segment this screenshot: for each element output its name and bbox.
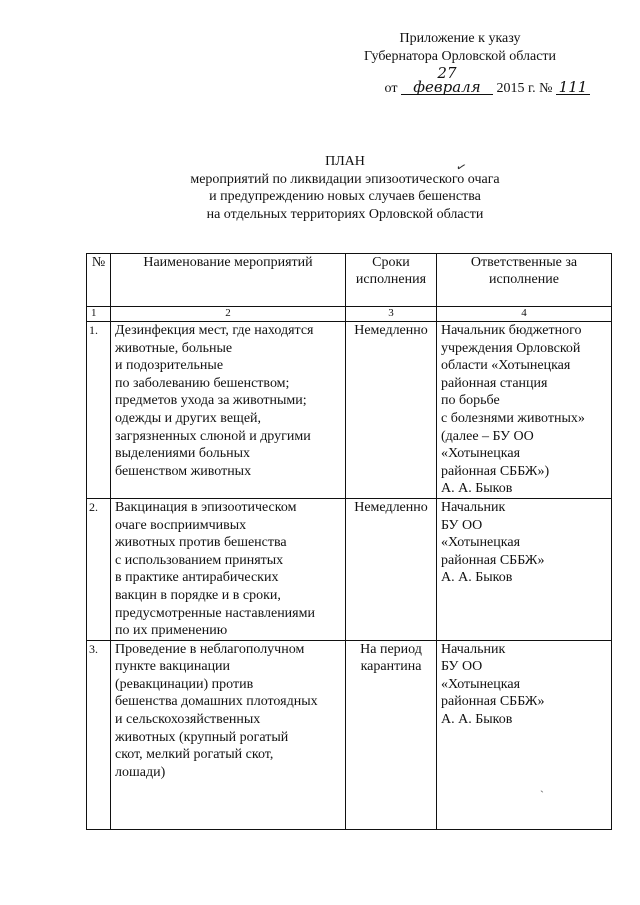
document-title bbox=[120, 153, 570, 223]
appendix-line-2: Губернатора Орловской области bbox=[363, 49, 557, 64]
table-header-row bbox=[87, 254, 612, 307]
handwritten-number: 111 bbox=[556, 80, 590, 95]
column-number: 2 bbox=[111, 307, 346, 322]
title-line-1: мероприятий по ликвидации эпизоотического очага bbox=[190, 171, 500, 187]
handwritten-date: 27 февраля bbox=[401, 66, 493, 95]
row-responsible: Начальник бюджетного учреждения Орловской области «Хотынецкая районная станция по борьбе с болезнями животных» (далее – БУ ОО «Хотынецкая районная СББЖ») А. А. Быков bbox=[437, 322, 612, 499]
appendix-year: 2015 г. № bbox=[496, 81, 553, 96]
row-number: 3. bbox=[87, 640, 111, 829]
table-row bbox=[87, 322, 612, 499]
appendix-prefix: от bbox=[384, 81, 398, 96]
appendix-line-1: Приложение к указу bbox=[399, 31, 521, 46]
row-action: Проведение в неблагополучном пункте вакцинации (ревакцинации) против бешенства домашних плотоядных и сельскохозяйственных животных (крупный рогатый скот, мелкий рогатый скот, лошади) bbox=[111, 640, 346, 829]
column-number: 1 bbox=[87, 307, 111, 322]
row-number: 2. bbox=[87, 498, 111, 640]
column-number: 3 bbox=[346, 307, 437, 322]
row-responsible: Начальник БУ ОО «Хотынецкая районная СББЖ» А. А. Быков bbox=[437, 498, 612, 640]
header-num: № bbox=[87, 254, 111, 307]
column-number-row bbox=[87, 307, 612, 322]
stray-mark: ` bbox=[540, 788, 544, 802]
title-line-2: и предупреждению новых случаев бешенства bbox=[209, 189, 481, 204]
row-action: Вакцинация в эпизоотическом очаге восприимчивых животных против бешенства с использованием принятых в практике антирабических вакцин в порядке и в сроки, предусмотренные наставлениями по их применению bbox=[111, 498, 346, 640]
header-responsible: Ответственные за исполнение bbox=[437, 254, 612, 307]
row-term: На период карантина bbox=[346, 640, 437, 829]
appendix-block bbox=[330, 30, 590, 98]
header-term: Сроки исполнения bbox=[346, 254, 437, 307]
row-number: 1. bbox=[87, 322, 111, 499]
stray-mark: ✓ bbox=[454, 158, 469, 176]
row-responsible: Начальник БУ ОО «Хотынецкая районная СББЖ» А. А. Быков bbox=[437, 640, 612, 829]
column-number: 4 bbox=[437, 307, 612, 322]
title-line-3: на отдельных территориях Орловской области bbox=[206, 206, 484, 222]
header-name: Наименование мероприятий bbox=[111, 254, 346, 307]
row-term: Немедленно bbox=[346, 498, 437, 640]
table-row bbox=[87, 640, 612, 829]
table-row bbox=[87, 498, 612, 640]
row-term: Немедленно bbox=[346, 322, 437, 499]
row-action: Дезинфекция мест, где находятся животные, больные и подозрительные по заболеванию бешенством; предметов ухода за животными; одежды и других вещей, загрязненных слюной и другими выделениями больных бешенством животных bbox=[111, 322, 346, 499]
plan-table bbox=[86, 253, 612, 830]
appendix-line-3 bbox=[330, 66, 590, 98]
title-heading: ПЛАН bbox=[325, 154, 365, 169]
